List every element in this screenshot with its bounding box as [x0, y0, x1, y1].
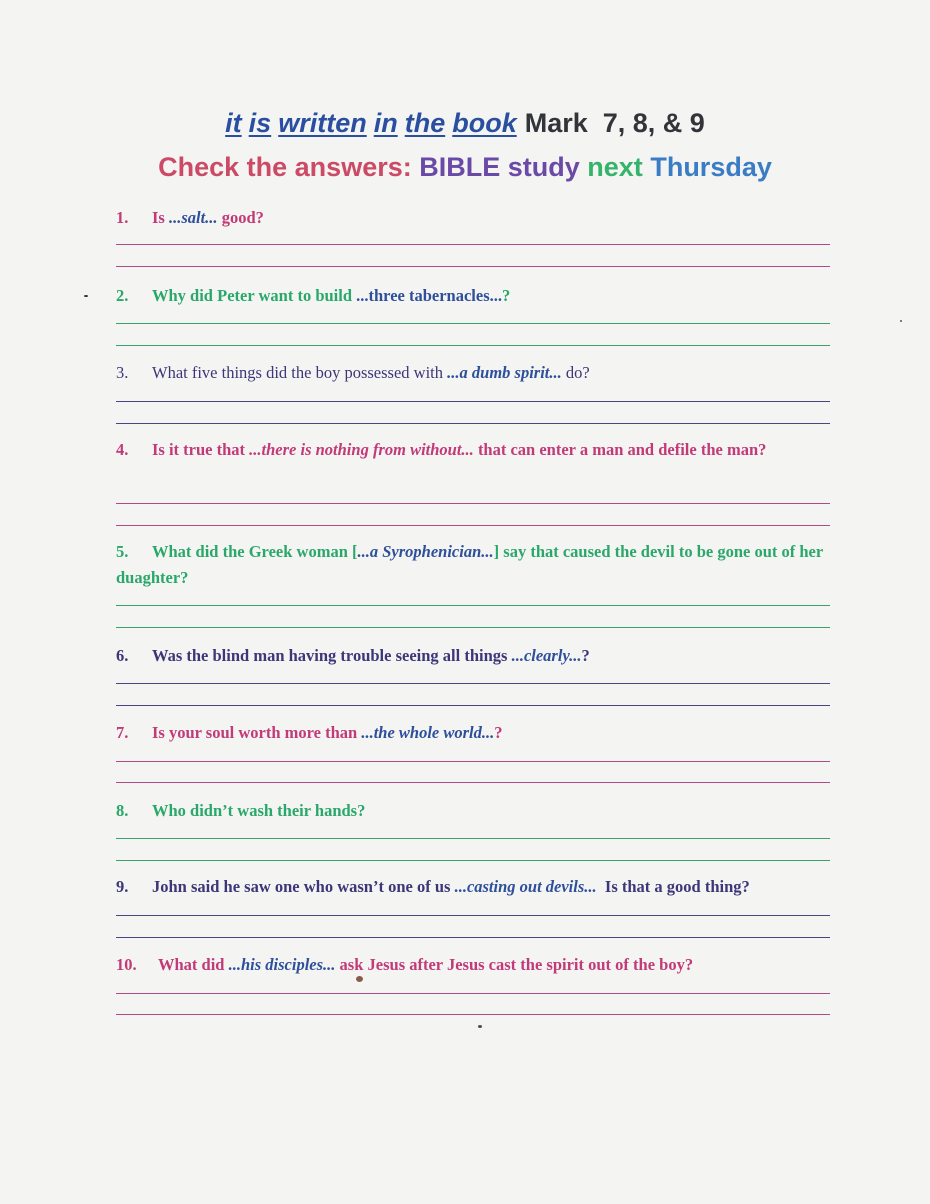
question-7: 7. Is your soul worth more than ...the whole world...? [116, 723, 503, 742]
answer-line[interactable] [116, 323, 830, 324]
worksheet-title [0, 108, 930, 139]
scan-speck [478, 1025, 482, 1028]
worksheet-subtitle [0, 152, 930, 183]
question-2: 2. Why did Peter want to build ...three tabernacles...? [116, 286, 511, 305]
scripture-quote: ...salt... [168, 208, 218, 227]
answer-line[interactable] [116, 993, 830, 994]
scripture-quote: ...a Syrophenician... [357, 542, 494, 561]
scan-speck [900, 320, 902, 322]
answer-line[interactable] [116, 503, 830, 504]
scan-speck [84, 295, 88, 297]
scripture-quote: ...the whole world... [361, 723, 495, 742]
question-3: 3. What five things did the boy possessed with ...a dumb spirit... do? [116, 363, 590, 382]
answer-line[interactable] [116, 266, 830, 267]
answer-line[interactable] [116, 605, 830, 606]
subtitle-bible-study: BIBLE study [419, 152, 580, 182]
scripture-quote: ...there is nothing from without... [249, 440, 474, 459]
scripture-quote: ...a dumb spirit... [447, 363, 562, 382]
answer-line[interactable] [116, 1014, 830, 1015]
scripture-quote: ...clearly... [511, 646, 582, 665]
subtitle-next: next [587, 152, 643, 182]
answer-line[interactable] [116, 244, 830, 245]
answer-line[interactable] [116, 683, 830, 684]
subtitle-check-answers: Check the answers: [158, 152, 412, 182]
answer-line[interactable] [116, 915, 830, 916]
title-phrase: it is written in the book [225, 108, 517, 138]
answer-line[interactable] [116, 525, 830, 526]
answer-line[interactable] [116, 627, 830, 628]
scripture-quote: ...casting out devils... [454, 877, 597, 896]
answer-line[interactable] [116, 937, 830, 938]
answer-line[interactable] [116, 782, 830, 783]
question-8: 8. Who didn’t wash their hands? [116, 801, 366, 820]
answer-line[interactable] [116, 423, 830, 424]
scripture-reference: Mark 7, 8, & 9 [524, 108, 705, 138]
scan-speck [356, 976, 363, 982]
question-1: 1. Is ...salt... good? [116, 208, 264, 227]
question-4: 4. Is it true that ...there is nothing from without... that can enter a man and defile the man? [116, 440, 767, 459]
subtitle-thursday: Thursday [650, 152, 772, 182]
question-9: 9. John said he saw one who wasn’t one of us ...casting out devils... Is that a good thing? [116, 877, 750, 896]
answer-line[interactable] [116, 860, 830, 861]
answer-line[interactable] [116, 838, 830, 839]
answer-line[interactable] [116, 705, 830, 706]
answer-line[interactable] [116, 345, 830, 346]
question-10: 10. What did ...his disciples... ask Jesus after Jesus cast the spirit out of the boy? [116, 955, 694, 974]
question-5: 5. What did the Greek woman [...a Syrophenician...] say that caused the devil to be gone out of her duaghter? [116, 542, 823, 587]
answer-line[interactable] [116, 401, 830, 402]
answer-line[interactable] [116, 761, 830, 762]
scripture-quote: ...three tabernacles... [356, 286, 503, 305]
question-6: 6. Was the blind man having trouble seeing all things ...clearly...? [116, 646, 590, 665]
scripture-quote: ...his disciples... [228, 955, 336, 974]
